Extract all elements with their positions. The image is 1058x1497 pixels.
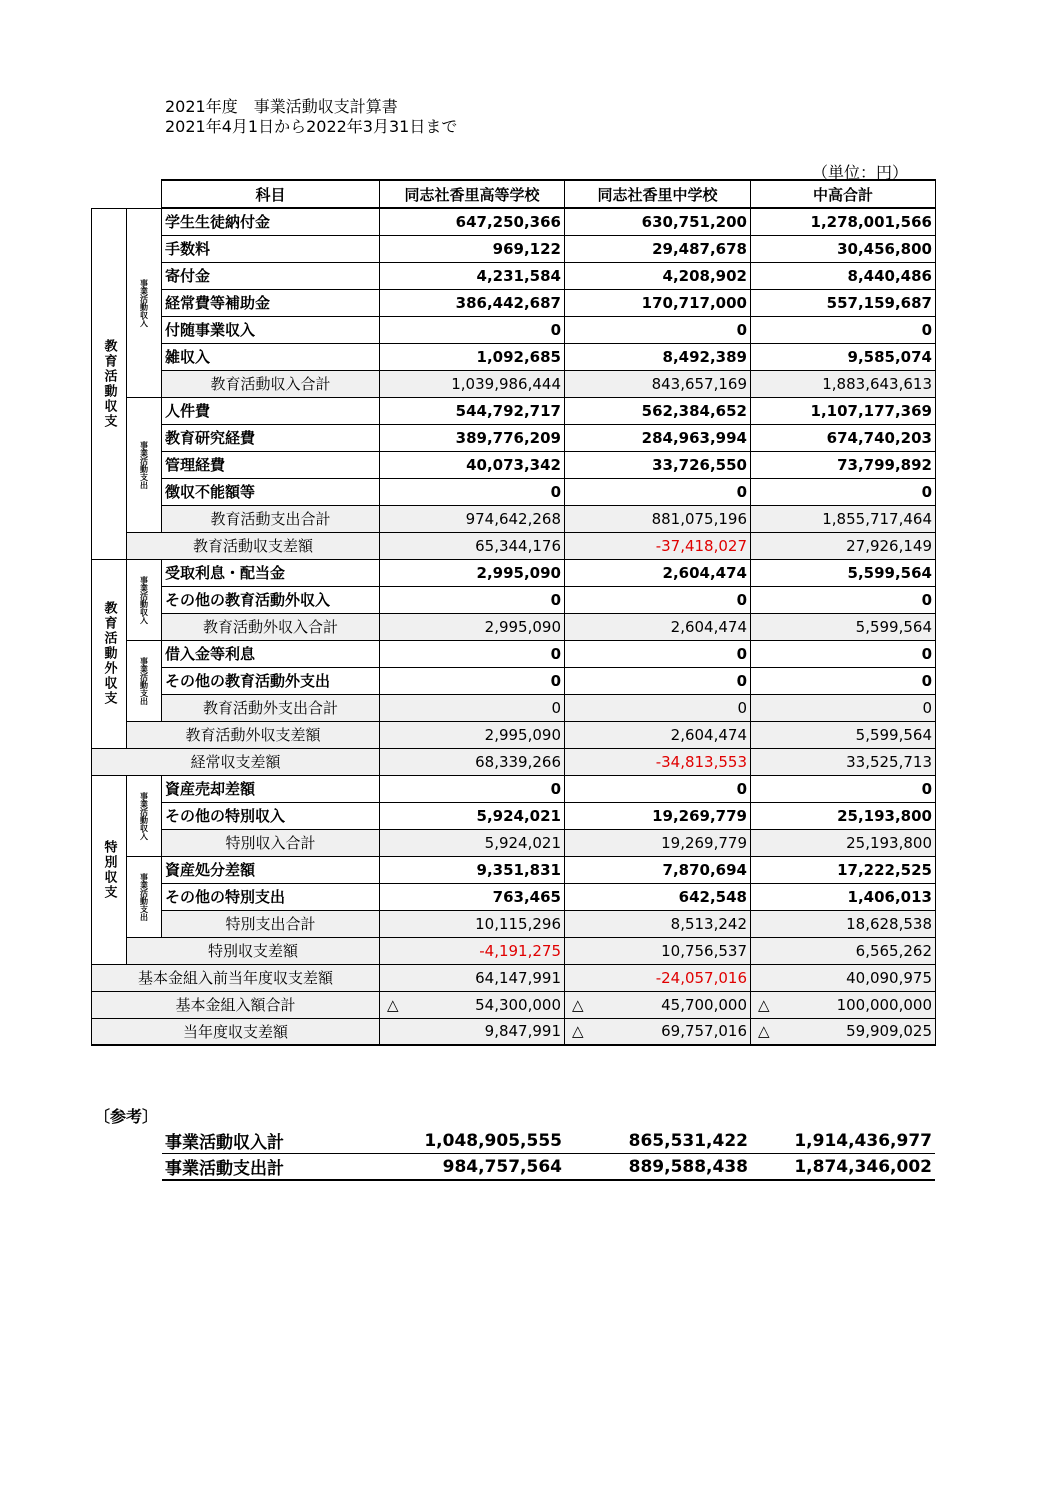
value-col3: 5,599,564 — [751, 721, 936, 748]
value-col3: 25,193,800 — [751, 802, 936, 829]
value-col2: 630,751,200 — [565, 208, 751, 235]
row-label: 管理経費 — [162, 451, 380, 478]
row-label: その他の教育活動外収入 — [162, 586, 380, 613]
row-label: 教育活動収入合計 — [162, 370, 380, 397]
value-col3: 1,855,717,464 — [751, 505, 936, 532]
subtotal-row — [92, 505, 936, 532]
document-period: 2021年4月1日から2022年3月31日まで — [165, 117, 458, 136]
row-label: 受取利息・配当金 — [162, 559, 380, 586]
value-col2: 0 — [565, 640, 751, 667]
value-col1: 2,995,090 — [380, 721, 565, 748]
income-statement-table — [91, 179, 936, 1046]
row-label: 特別収入合計 — [162, 829, 380, 856]
row-label: 資産処分差額 — [162, 856, 380, 883]
value-col3: 5,599,564 — [751, 559, 936, 586]
table-row — [92, 667, 936, 694]
value-col2: 170,717,000 — [565, 289, 751, 316]
value-col2: 19,269,779 — [565, 829, 751, 856]
table-row — [92, 289, 936, 316]
value-col2: 0 — [565, 316, 751, 343]
value-col2: 8,513,242 — [565, 910, 751, 937]
value-col1: 0 — [380, 667, 565, 694]
value-col1: 40,073,342 — [380, 451, 565, 478]
table-row — [92, 316, 936, 343]
value-col3: 1,278,001,566 — [751, 208, 936, 235]
value-col2: 642,548 — [565, 883, 751, 910]
value-col3: 1,107,177,369 — [751, 397, 936, 424]
row-label: その他の特別支出 — [162, 883, 380, 910]
value-text: 100,000,000 — [836, 995, 932, 1014]
reference-table — [162, 1128, 935, 1181]
reference-value-col3: 1,874,346,002 — [751, 1154, 935, 1181]
value-col1: 0 — [380, 316, 565, 343]
row-label: 教育活動外収支差額 — [127, 721, 380, 748]
value-col1-negative: -4,191,275 — [380, 937, 565, 964]
total-row — [92, 1018, 936, 1045]
difference-row — [92, 721, 936, 748]
value-col1: 0 — [380, 478, 565, 505]
value-col2: 2,604,474 — [565, 559, 751, 586]
row-label: 教育活動収支差額 — [127, 532, 380, 559]
row-label: 資産売却差額 — [162, 775, 380, 802]
value-col1: 68,339,266 — [380, 748, 565, 775]
subgroup-income: 事業活動収入 — [127, 559, 162, 640]
value-col3: 0 — [751, 694, 936, 721]
row-label: 徴収不能額等 — [162, 478, 380, 505]
value-col3: 73,799,892 — [751, 451, 936, 478]
row-label: 寄付金 — [162, 262, 380, 289]
group-special: 特別収支 — [92, 775, 127, 964]
value-col3: 0 — [751, 640, 936, 667]
value-col3: 557,159,687 — [751, 289, 936, 316]
table-row — [92, 478, 936, 505]
value-col2: 0 — [565, 667, 751, 694]
value-col1: 65,344,176 — [380, 532, 565, 559]
value-col1: 4,231,584 — [380, 262, 565, 289]
row-label: 手数料 — [162, 235, 380, 262]
triangle-mark: △ — [387, 995, 399, 1014]
reference-value-col3: 1,914,436,977 — [751, 1128, 935, 1154]
difference-row — [92, 748, 936, 775]
table-row — [92, 424, 936, 451]
value-col3: 33,525,713 — [751, 748, 936, 775]
triangle-mark: △ — [572, 1022, 584, 1041]
reference-row-income — [162, 1128, 935, 1154]
value-col3: 30,456,800 — [751, 235, 936, 262]
value-col3 — [751, 1018, 936, 1045]
reference-value-col2: 889,588,438 — [565, 1154, 751, 1181]
value-col2 — [565, 991, 751, 1018]
row-label: 教育研究経費 — [162, 424, 380, 451]
triangle-mark: △ — [758, 995, 770, 1014]
value-col2-negative: -24,057,016 — [565, 964, 751, 991]
value-col3: 27,926,149 — [751, 532, 936, 559]
value-col3: 8,440,486 — [751, 262, 936, 289]
table-header-row — [92, 180, 936, 208]
table-row — [92, 775, 936, 802]
value-col1: 386,442,687 — [380, 289, 565, 316]
total-row — [92, 964, 936, 991]
subtotal-row — [92, 829, 936, 856]
row-label: 基本金組入前当年度収支差額 — [92, 964, 380, 991]
row-label: 教育活動外支出合計 — [162, 694, 380, 721]
table-row — [92, 802, 936, 829]
table-row — [92, 262, 936, 289]
value-col2: 10,756,537 — [565, 937, 751, 964]
value-col1 — [380, 991, 565, 1018]
table-row — [92, 343, 936, 370]
value-col3: 40,090,975 — [751, 964, 936, 991]
header-col3: 中高合計 — [751, 180, 936, 208]
value-col1: 5,924,021 — [380, 829, 565, 856]
table-row — [92, 586, 936, 613]
header-blank — [92, 180, 162, 208]
value-text: 59,909,025 — [846, 1022, 932, 1041]
value-col3: 6,565,262 — [751, 937, 936, 964]
total-row — [92, 991, 936, 1018]
row-label: その他の特別収入 — [162, 802, 380, 829]
value-col1: 5,924,021 — [380, 802, 565, 829]
value-col1: 647,250,366 — [380, 208, 565, 235]
value-col2 — [565, 1018, 751, 1045]
group-edu-out: 教育活動外収支 — [92, 559, 127, 748]
row-label: 当年度収支差額 — [92, 1018, 380, 1045]
value-col3: 0 — [751, 316, 936, 343]
table-row — [92, 208, 936, 235]
value-col3: 0 — [751, 667, 936, 694]
value-text: 45,700,000 — [661, 995, 747, 1014]
table-row — [92, 856, 936, 883]
triangle-mark: △ — [572, 995, 584, 1014]
row-label: 経常費等補助金 — [162, 289, 380, 316]
value-col1: 2,995,090 — [380, 559, 565, 586]
value-text: 69,757,016 — [661, 1022, 747, 1041]
reference-label: 事業活動収入計 — [162, 1128, 380, 1154]
row-label: その他の教育活動外支出 — [162, 667, 380, 694]
value-col3: 0 — [751, 586, 936, 613]
reference-title: 〔参考〕 — [94, 1107, 159, 1126]
document-title: 2021年度 事業活動収支計算書 — [165, 97, 398, 116]
value-col2: 4,208,902 — [565, 262, 751, 289]
subgroup-income: 事業活動収入 — [127, 775, 162, 856]
value-col2-negative: -37,418,027 — [565, 532, 751, 559]
value-col2: 7,870,694 — [565, 856, 751, 883]
reference-row-expense — [162, 1154, 935, 1181]
triangle-mark: △ — [758, 1022, 770, 1041]
row-label: 学生生徒納付金 — [162, 208, 380, 235]
header-col1: 同志社香里高等学校 — [380, 180, 565, 208]
value-col3: 18,628,538 — [751, 910, 936, 937]
table-row — [92, 235, 936, 262]
value-col3: 0 — [751, 478, 936, 505]
table-row — [92, 640, 936, 667]
row-label: 特別支出合計 — [162, 910, 380, 937]
value-col3: 17,222,525 — [751, 856, 936, 883]
subgroup-expense: 事業活動支出 — [127, 397, 162, 532]
table-row — [92, 397, 936, 424]
row-label: 雑収入 — [162, 343, 380, 370]
group-edu: 教育活動収支 — [92, 208, 127, 559]
value-col2: 2,604,474 — [565, 613, 751, 640]
unit-label: （単位：円） — [812, 163, 909, 182]
subtotal-row — [92, 694, 936, 721]
value-col1: 544,792,717 — [380, 397, 565, 424]
value-col2: 284,963,994 — [565, 424, 751, 451]
value-col3: 1,883,643,613 — [751, 370, 936, 397]
value-col1: 0 — [380, 640, 565, 667]
value-col2: 0 — [565, 586, 751, 613]
value-col3: 5,599,564 — [751, 613, 936, 640]
difference-row — [92, 937, 936, 964]
value-col1: 763,465 — [380, 883, 565, 910]
value-col1: 974,642,268 — [380, 505, 565, 532]
value-col2: 29,487,678 — [565, 235, 751, 262]
row-label: 教育活動支出合計 — [162, 505, 380, 532]
value-col2: 0 — [565, 478, 751, 505]
table-row — [92, 451, 936, 478]
row-label: 借入金等利息 — [162, 640, 380, 667]
value-col3: 25,193,800 — [751, 829, 936, 856]
reference-label: 事業活動支出計 — [162, 1154, 380, 1181]
difference-row — [92, 532, 936, 559]
value-col3: 9,585,074 — [751, 343, 936, 370]
row-label: 人件費 — [162, 397, 380, 424]
subgroup-expense: 事業活動支出 — [127, 640, 162, 721]
value-col2-negative: -34,813,553 — [565, 748, 751, 775]
value-col2: 0 — [565, 694, 751, 721]
value-col1: 9,351,831 — [380, 856, 565, 883]
row-label: 特別収支差額 — [127, 937, 380, 964]
value-col2: 33,726,550 — [565, 451, 751, 478]
subgroup-expense: 事業活動支出 — [127, 856, 162, 937]
row-label: 経常収支差額 — [92, 748, 380, 775]
value-col2: 8,492,389 — [565, 343, 751, 370]
value-col2: 2,604,474 — [565, 721, 751, 748]
header-subject: 科目 — [162, 180, 380, 208]
reference-value-col2: 865,531,422 — [565, 1128, 751, 1154]
reference-value-col1: 1,048,905,555 — [380, 1128, 565, 1154]
table-row — [92, 559, 936, 586]
table-row — [92, 883, 936, 910]
value-col1: 9,847,991 — [380, 1018, 565, 1045]
value-col3 — [751, 991, 936, 1018]
subtotal-row — [92, 910, 936, 937]
subtotal-row — [92, 613, 936, 640]
value-col2: 19,269,779 — [565, 802, 751, 829]
value-col3: 1,406,013 — [751, 883, 936, 910]
value-col3: 674,740,203 — [751, 424, 936, 451]
value-col1: 0 — [380, 586, 565, 613]
value-col2: 562,384,652 — [565, 397, 751, 424]
value-text: 54,300,000 — [475, 995, 561, 1014]
header-col2: 同志社香里中学校 — [565, 180, 751, 208]
row-label: 付随事業収入 — [162, 316, 380, 343]
value-col2: 881,075,196 — [565, 505, 751, 532]
value-col1: 64,147,991 — [380, 964, 565, 991]
value-col3: 0 — [751, 775, 936, 802]
value-col1: 389,776,209 — [380, 424, 565, 451]
value-col1: 0 — [380, 694, 565, 721]
row-label: 教育活動外収入合計 — [162, 613, 380, 640]
row-label: 基本金組入額合計 — [92, 991, 380, 1018]
value-col2: 0 — [565, 775, 751, 802]
value-col1: 1,092,685 — [380, 343, 565, 370]
reference-value-col1: 984,757,564 — [380, 1154, 565, 1181]
value-col1: 2,995,090 — [380, 613, 565, 640]
value-col2: 843,657,169 — [565, 370, 751, 397]
value-col1: 0 — [380, 775, 565, 802]
subtotal-row — [92, 370, 936, 397]
value-col1: 10,115,296 — [380, 910, 565, 937]
value-col1: 1,039,986,444 — [380, 370, 565, 397]
value-col1: 969,122 — [380, 235, 565, 262]
subgroup-income: 事業活動収入 — [127, 208, 162, 397]
